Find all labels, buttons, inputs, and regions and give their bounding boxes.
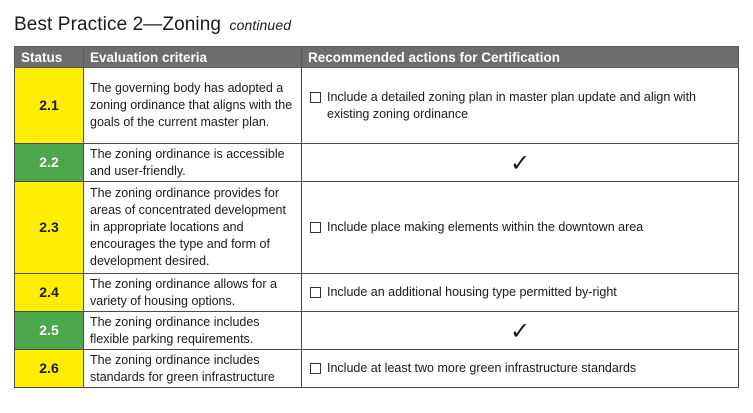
criteria-cell: The zoning ordinance includes standards for green infrastructure	[84, 350, 302, 388]
status-cell: 2.3	[15, 182, 84, 274]
page-title-sub: continued	[229, 17, 292, 33]
status-cell: 2.6	[15, 350, 84, 388]
action-text: Include a detailed zoning plan in master plan update and align with existing zoning ordinance	[327, 89, 697, 121]
table-row	[15, 350, 739, 388]
action-cell	[302, 274, 739, 312]
status-cell: 2.5	[15, 312, 84, 350]
criteria-cell: The zoning ordinance allows for a variety of housing options.	[84, 274, 302, 312]
table-row	[15, 144, 739, 182]
table-row	[15, 182, 739, 274]
checkmark-icon: ✓	[509, 316, 531, 345]
checkmark-icon: ✓	[509, 148, 531, 177]
checkbox-icon[interactable]	[310, 222, 321, 233]
page-title	[14, 14, 291, 36]
status-cell: 2.1	[15, 68, 84, 144]
action-cell	[302, 144, 739, 182]
zoning-evaluation-table	[14, 46, 739, 388]
table-row	[15, 312, 739, 350]
action-cell	[302, 68, 739, 144]
action-cell	[302, 312, 739, 350]
action-cell	[302, 182, 739, 274]
criteria-cell: The zoning ordinance includes flexible parking requirements.	[84, 312, 302, 350]
checkbox-icon[interactable]	[310, 92, 321, 103]
header-status: Status	[15, 47, 84, 68]
header-actions: Recommended actions for Certification	[302, 47, 739, 68]
table-header-row	[15, 47, 739, 68]
checkbox-icon[interactable]	[310, 363, 321, 374]
status-cell: 2.2	[15, 144, 84, 182]
action-cell	[302, 350, 739, 388]
action-text: Include an additional housing type permitted by-right	[327, 285, 617, 299]
table-row	[15, 274, 739, 312]
page-title-main: Best Practice 2—Zoning	[14, 14, 222, 35]
action-text: Include place making elements within the downtown area	[327, 220, 644, 234]
status-cell: 2.4	[15, 274, 84, 312]
action-text: Include at least two more green infrastructure standards	[327, 361, 637, 375]
header-criteria: Evaluation criteria	[84, 47, 302, 68]
checkbox-icon[interactable]	[310, 287, 321, 298]
table-row	[15, 68, 739, 144]
criteria-cell: The zoning ordinance is accessible and user-friendly.	[84, 144, 302, 182]
criteria-cell: The zoning ordinance provides for areas of concentrated development in appropriate locations and encourages the type and form of development desired.	[84, 182, 302, 274]
criteria-cell: The governing body has adopted a zoning ordinance that aligns with the goals of the current master plan.	[84, 68, 302, 144]
